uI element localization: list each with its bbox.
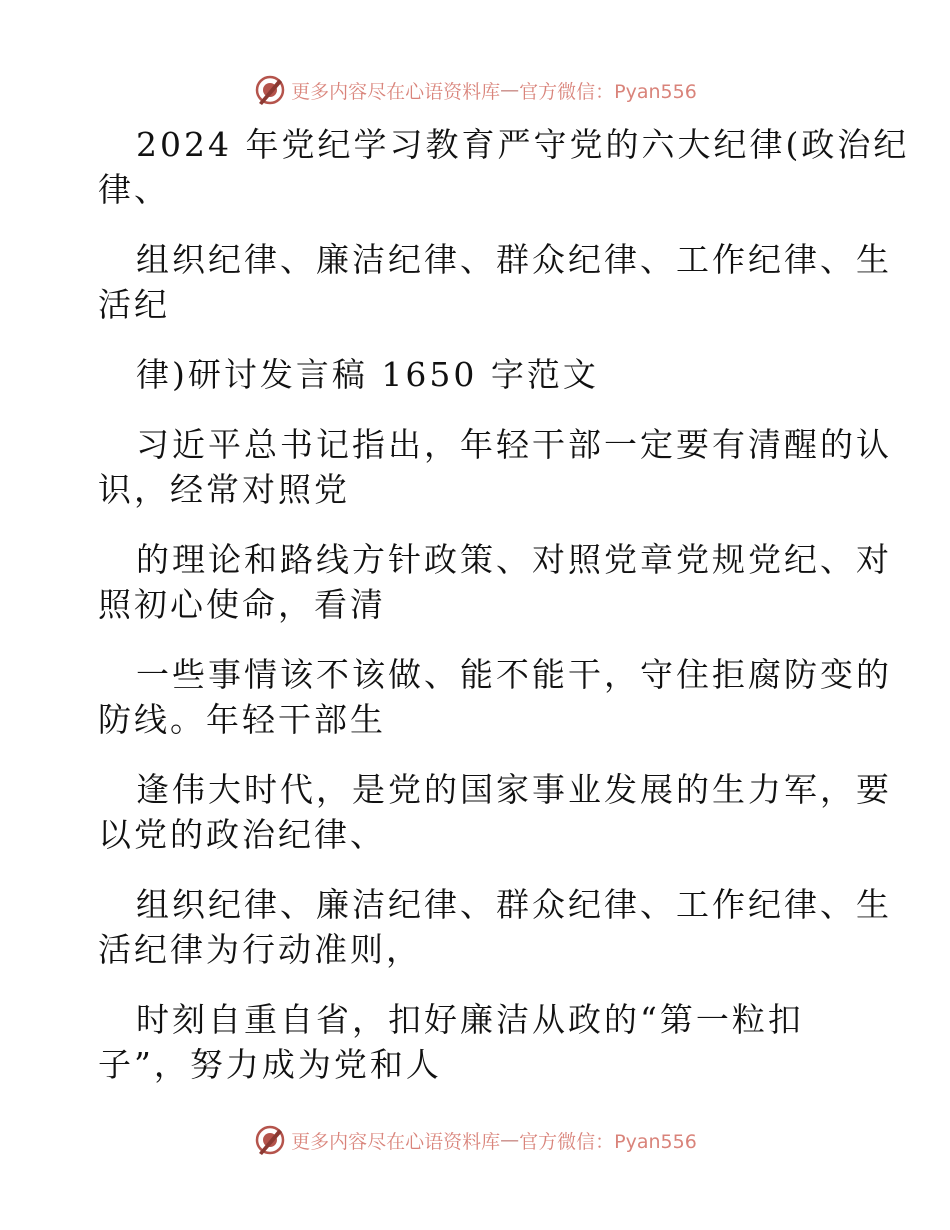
body-line-7: 逢伟大时代，是党的国家事业发展的生力军，要 (136, 770, 892, 809)
watermark-text: 更多内容尽在心语资料库 (291, 1130, 501, 1153)
body-line-10: 活纪律为行动准则， (98, 930, 422, 969)
body-line-9: 组织纪律、廉洁纪律、群众纪律、工作纪律、生 (136, 885, 892, 924)
title-line-1: 2024 年党纪学习教育严守党的六大纪律(政治纪 (136, 125, 910, 164)
body-line-12: 子”，努力成为党和人 (98, 1045, 442, 1084)
title-line-2: 律、 (98, 170, 170, 209)
body-line-5: 一些事情该不该做、能不能干，守住拒腐防变的 (136, 655, 892, 694)
watermark-contact: 官方微信：Pyan556 (519, 80, 697, 103)
watermark-dash: — (500, 1129, 520, 1151)
pen-logo-icon (253, 73, 287, 107)
body-line-1: 习近平总书记指出，年轻干部一定要有清醒的认 (136, 425, 892, 464)
title-line-3: 组织纪律、廉洁纪律、群众纪律、工作纪律、生 (136, 240, 892, 279)
document-body (98, 122, 910, 1087)
footer-watermark (0, 1120, 950, 1160)
body-line-11: 时刻自重自省，扣好廉洁从政的“第一粒扣 (136, 1000, 804, 1039)
watermark-dash: — (500, 79, 520, 101)
body-line-4: 照初心使命，看清 (98, 585, 386, 624)
body-line-2: 识，经常对照党 (98, 470, 350, 509)
body-line-6: 防线。年轻干部生 (98, 700, 386, 739)
title-line-4: 活纪 (98, 285, 170, 324)
title-line-5: 律)研讨发言稿 1650 字范文 (136, 355, 599, 394)
pen-logo-icon (253, 1123, 287, 1157)
header-watermark (0, 70, 950, 110)
body-line-8: 以党的政治纪律、 (98, 815, 386, 854)
watermark-contact: 官方微信：Pyan556 (519, 1130, 697, 1153)
watermark-text: 更多内容尽在心语资料库 (291, 80, 501, 103)
body-line-3: 的理论和路线方针政策、对照党章党规党纪、对 (136, 540, 892, 579)
